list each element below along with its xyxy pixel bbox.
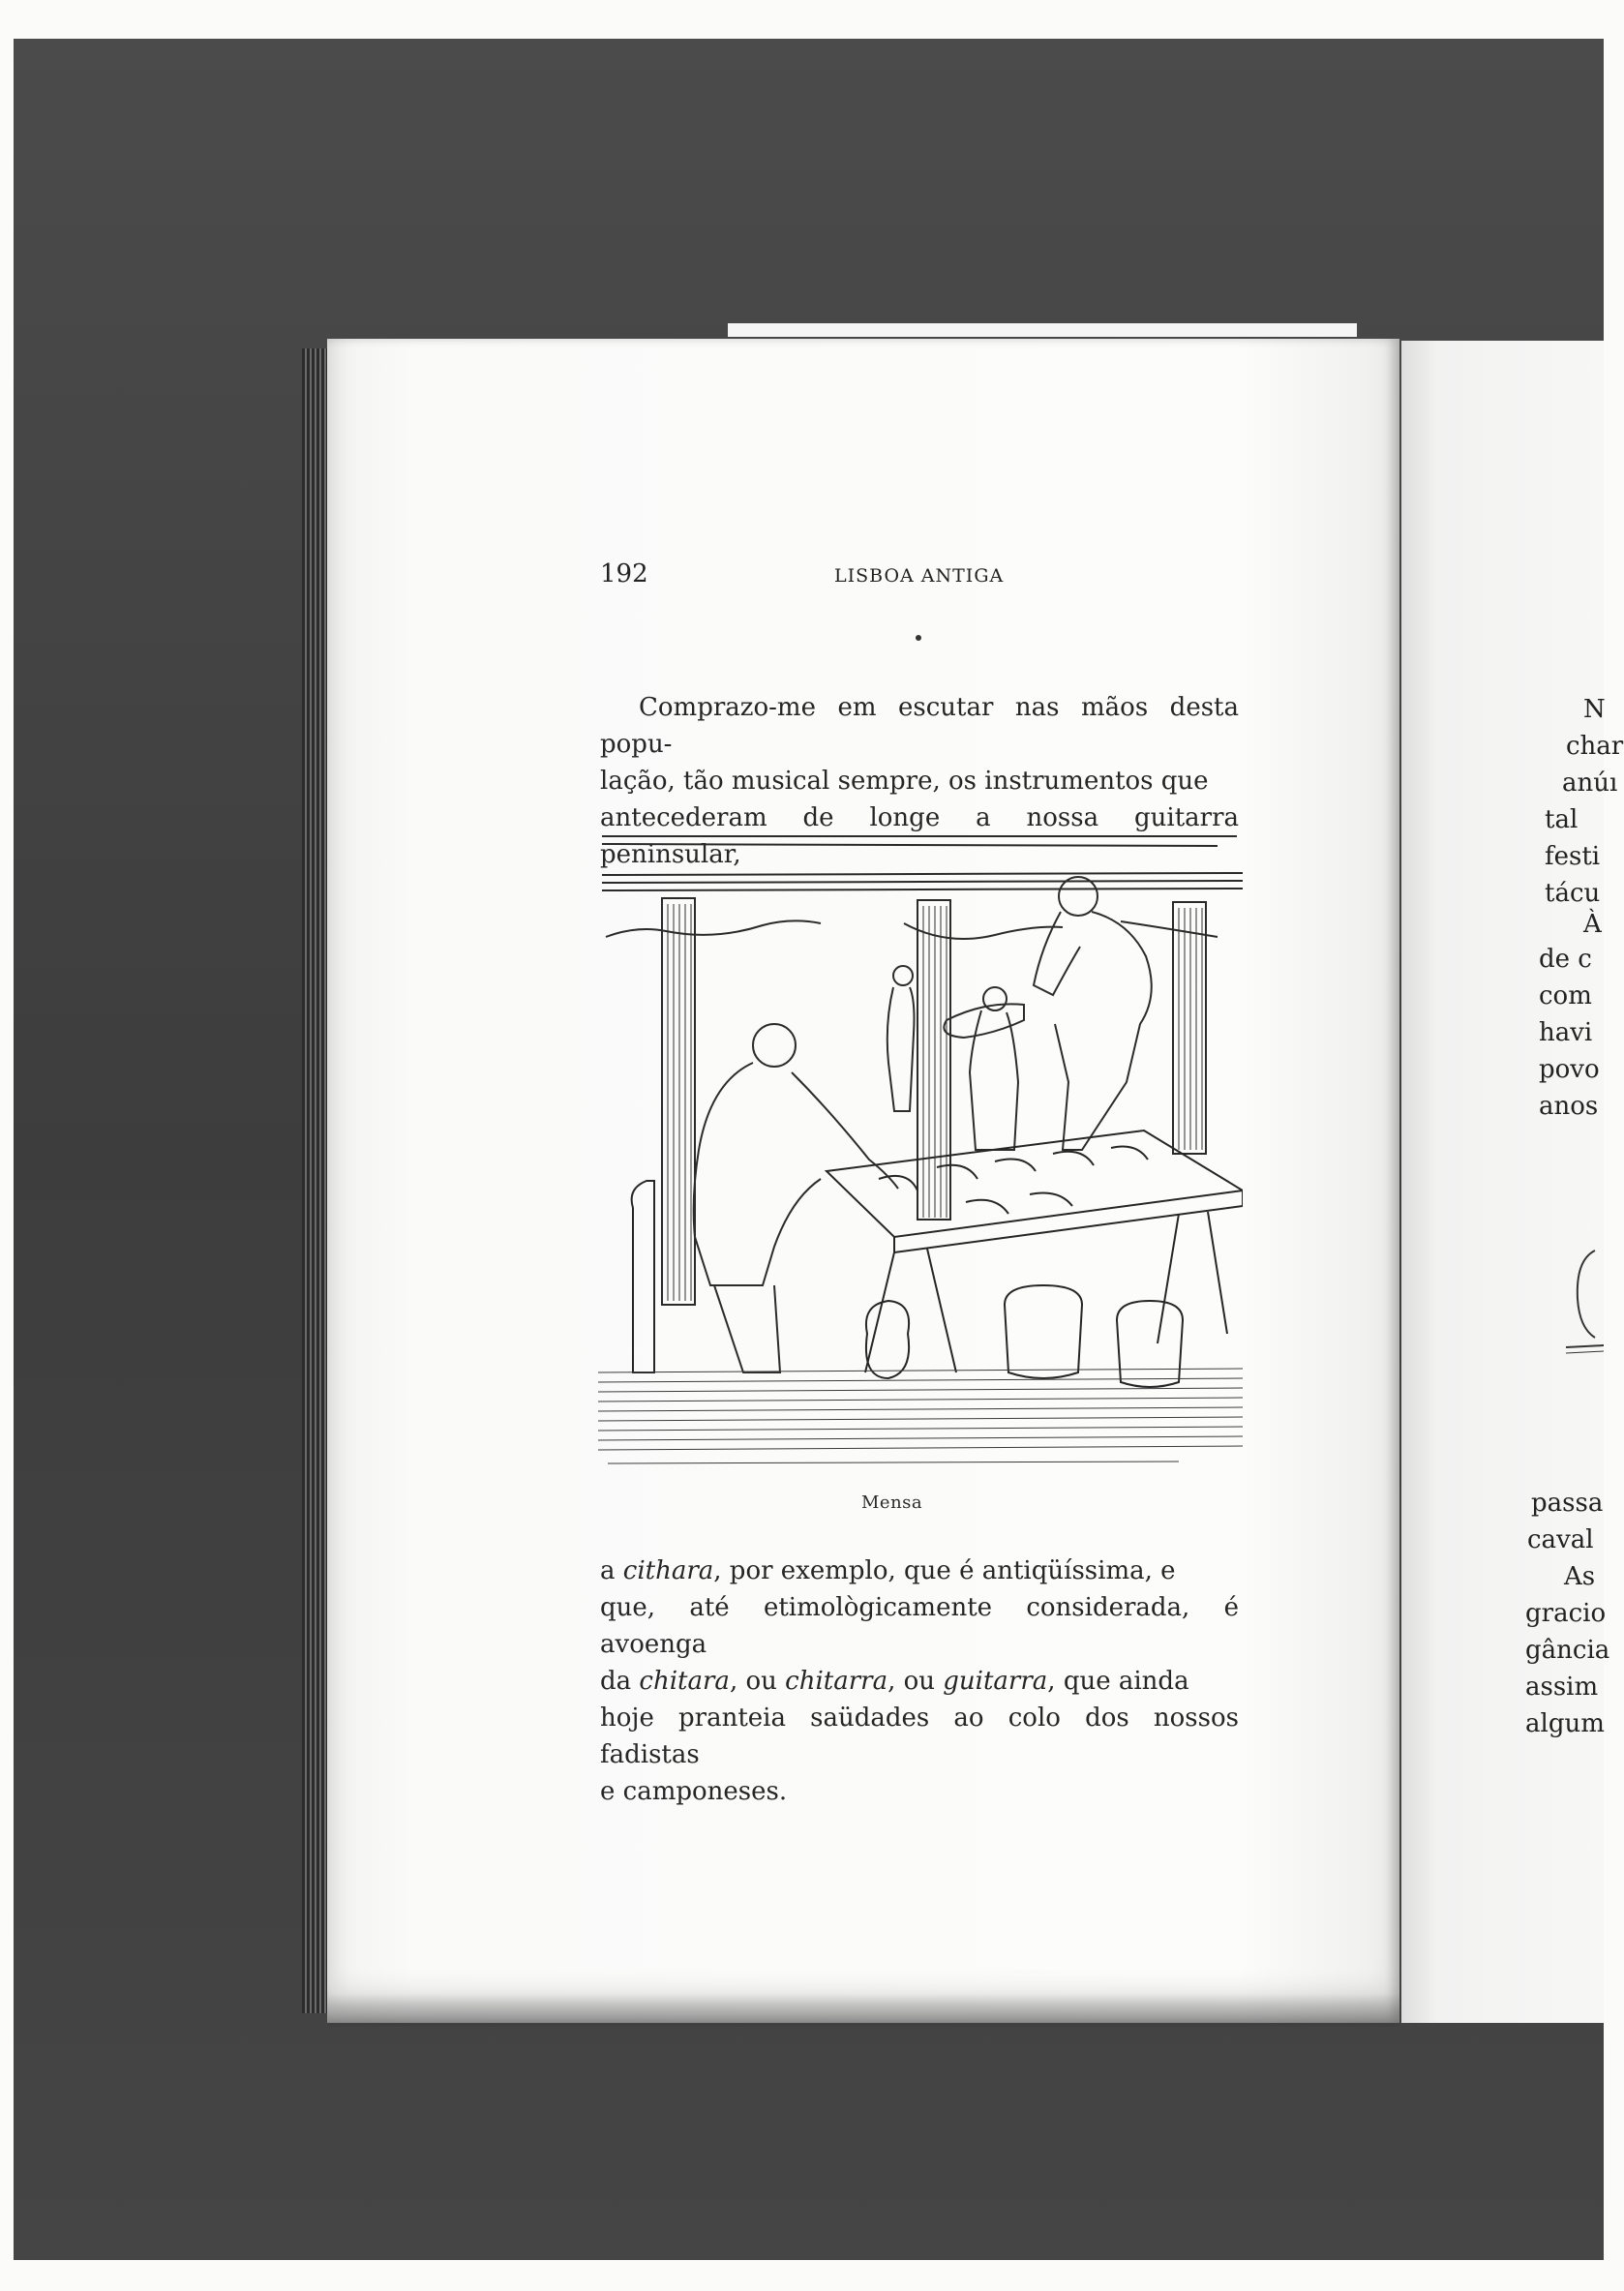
facing-line: povo [1539,1055,1600,1084]
text-line: lação, tão musical sempre, os instrumentos que [600,767,1209,796]
text-line: Comprazo-me em escutar nas mãos desta popu- [600,693,1239,759]
text-line: hoje pranteia saüdades ao colo dos nossos fadistas [600,1703,1239,1769]
facing-line: tal [1545,805,1579,834]
facing-line: havi [1539,1018,1593,1047]
text-line: da chitara, ou chitarra, ou guitarra, que ainda [600,1667,1189,1696]
italic-term: cithara [622,1556,714,1585]
facing-line: As [1564,1562,1596,1591]
facing-line: N [1583,695,1606,724]
facing-line: anos [1539,1092,1599,1121]
facing-line: com [1539,981,1592,1010]
text-line: a cithara, por exemplo, que é antiqüíssima, e [600,1556,1176,1585]
facing-line: passa [1531,1489,1604,1518]
facing-line: de c [1539,945,1592,974]
facing-line: anúı [1562,769,1618,798]
page-bottom-shadow [327,1994,1399,2027]
italic-term: guitarra [943,1667,1048,1696]
facing-line: char [1566,732,1624,761]
print-speck [916,635,921,641]
italic-term: chitara [639,1667,730,1696]
illustration-caption: Mensa [861,1492,923,1513]
text-line: antecederam de longe a nossa guitarra peninsular, [600,803,1239,869]
paragraph-cithara [600,1552,1239,1810]
facing-line: caval [1527,1525,1594,1554]
italic-term: chitarra [785,1667,888,1696]
page-number: 192 [600,559,648,588]
facing-line: gância [1525,1636,1610,1665]
mensa-engraving [598,830,1243,1469]
facing-line: algum [1525,1709,1605,1738]
facing-page-illustration-fragment [1566,1241,1604,1357]
facing-line: assim [1525,1673,1599,1702]
facing-page [1401,341,1607,2023]
top-paper-strip [728,323,1357,337]
facing-line: À [1583,910,1602,939]
facing-line: tácu [1545,879,1601,908]
text-line: e camponeses. [600,1777,788,1806]
text-line: que, até etimològicamente considerada, é avoenga [600,1593,1239,1659]
running-title: LISBOA ANTIGA [834,565,1005,587]
facing-line: gracio [1525,1599,1607,1628]
book-page-edges [302,348,327,2013]
facing-line: festi [1545,842,1601,871]
